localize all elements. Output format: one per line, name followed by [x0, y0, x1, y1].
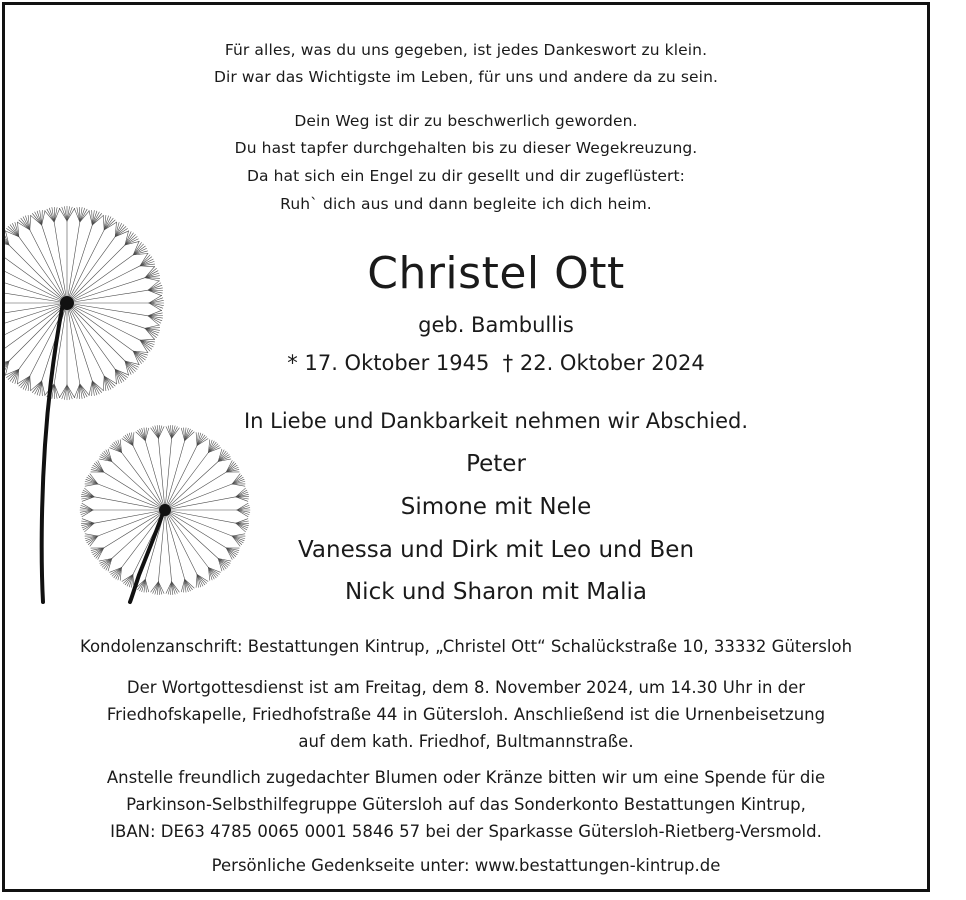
family-member: Peter: [466, 451, 526, 477]
life-dates: * 17. Oktober 1945 † 22. Oktober 2024: [287, 351, 705, 375]
poem-line: Du hast tapfer durchgehalten bis zu dieser Wegekreuzung.: [234, 139, 698, 157]
poem-line: Für alles, was du uns gegeben, ist jedes Dankeswort zu klein.: [224, 41, 708, 59]
obituary-card: [2, 2, 930, 892]
family-member: Simone mit Nele: [400, 494, 592, 520]
donation-line: IBAN: DE63 4785 0065 0001 5846 57 bei der Sparkasse Gütersloh-Rietberg-Versmold.: [110, 822, 822, 841]
poem-line: Dir war das Wichtigste im Leben, für uns und andere da zu sein.: [213, 68, 719, 86]
service-line: Der Wortgottesdienst ist am Freitag, dem 8. November 2024, um 14.30 Uhr in der: [126, 678, 806, 697]
service-line: Friedhofskapelle, Friedhofstraße 44 in Gütersloh. Anschließend ist die Urnenbeisetzung: [106, 705, 826, 724]
poem-line: Da hat sich ein Engel zu dir gesellt und dir zugeflüstert:: [246, 167, 686, 185]
family-member: Vanessa und Dirk mit Leo und Ben: [297, 537, 695, 563]
condolence-address: Kondolenzanschrift: Bestattungen Kintrup, „Christel Ott“ Schalückstraße 10, 33332 Gütersloh: [79, 637, 853, 656]
service-line: auf dem kath. Friedhof, Bultmannstraße.: [298, 732, 634, 751]
memorial-page-link[interactable]: Persönliche Gedenkseite unter: www.bestattungen-kintrup.de: [211, 856, 721, 875]
donation-line: Parkinson-Selbsthilfegruppe Gütersloh auf das Sonderkonto Bestattungen Kintrup,: [126, 795, 806, 814]
farewell-text: In Liebe und Dankbarkeit nehmen wir Abschied.: [243, 409, 749, 433]
poem-line: Dein Weg ist dir zu beschwerlich geworden.: [294, 112, 638, 130]
deceased-name: Christel Ott: [367, 248, 625, 299]
dandelion-illustration: [5, 5, 265, 615]
poem-line: Ruh` dich aus und dann begleite ich dich heim.: [280, 195, 652, 213]
birth-name: geb. Bambullis: [418, 313, 574, 337]
family-member: Nick und Sharon mit Malia: [344, 579, 648, 605]
donation-line: Anstelle freundlich zugedachter Blumen oder Kränze bitten wir um eine Spende für die: [106, 768, 826, 787]
